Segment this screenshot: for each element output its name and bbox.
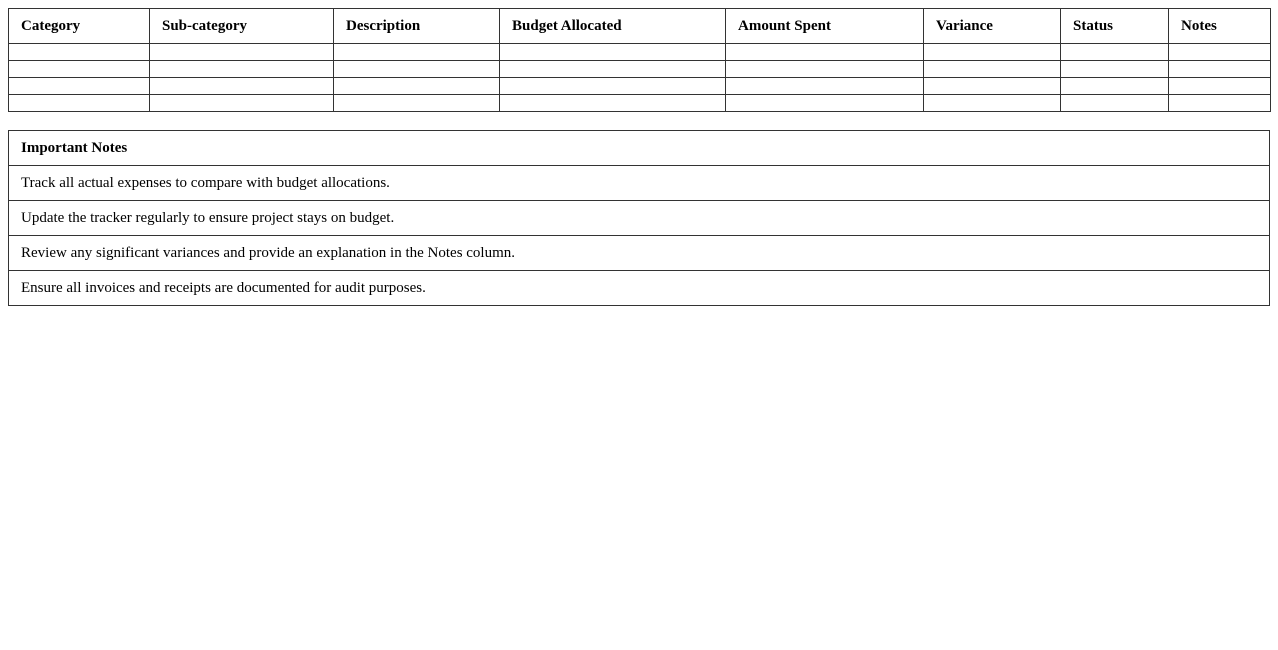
table-row: [9, 95, 1271, 112]
note-row: [9, 236, 1270, 271]
column-header-description: Description: [334, 9, 500, 44]
table-cell: [150, 95, 334, 112]
table-cell: [334, 78, 500, 95]
important-notes-table: [8, 130, 1270, 306]
table-cell: [1061, 44, 1169, 61]
table-cell: [1169, 95, 1271, 112]
column-header-notes: Notes: [1169, 9, 1271, 44]
table-cell: [9, 44, 150, 61]
table-cell: [150, 44, 334, 61]
table-cell: [500, 44, 726, 61]
table-cell: [1061, 78, 1169, 95]
table-cell: [1061, 61, 1169, 78]
table-cell: [1169, 44, 1271, 61]
budget-table: [8, 8, 1271, 112]
table-cell: [334, 61, 500, 78]
note-row: [9, 201, 1270, 236]
table-cell: [500, 61, 726, 78]
table-cell: [924, 44, 1061, 61]
table-row: [9, 44, 1271, 61]
note-row: [9, 166, 1270, 201]
table-cell: [9, 61, 150, 78]
table-cell: [150, 78, 334, 95]
table-cell: [150, 61, 334, 78]
note-item: Track all actual expenses to compare with budget allocations.: [9, 166, 1270, 201]
header-row: [9, 9, 1271, 44]
table-cell: [1169, 78, 1271, 95]
table-row: [9, 78, 1271, 95]
table-cell: [9, 78, 150, 95]
table-row: [9, 61, 1271, 78]
column-header-budget-allocated: Budget Allocated: [500, 9, 726, 44]
column-header-category: Category: [9, 9, 150, 44]
table-cell: [726, 61, 924, 78]
note-item: Review any significant variances and provide an explanation in the Notes column.: [9, 236, 1270, 271]
table-cell: [500, 78, 726, 95]
table-cell: [334, 95, 500, 112]
table-cell: [500, 95, 726, 112]
note-item: Ensure all invoices and receipts are documented for audit purposes.: [9, 271, 1270, 306]
column-header-amount-spent: Amount Spent: [726, 9, 924, 44]
table-cell: [334, 44, 500, 61]
table-cell: [726, 95, 924, 112]
table-cell: [726, 78, 924, 95]
table-cell: [726, 44, 924, 61]
note-row: [9, 271, 1270, 306]
table-cell: [924, 95, 1061, 112]
column-header-status: Status: [1061, 9, 1169, 44]
notes-title: Important Notes: [9, 131, 1270, 166]
table-cell: [924, 78, 1061, 95]
table-cell: [1169, 61, 1271, 78]
notes-header-row: [9, 131, 1270, 166]
note-item: Update the tracker regularly to ensure project stays on budget.: [9, 201, 1270, 236]
column-header-variance: Variance: [924, 9, 1061, 44]
column-header-sub-category: Sub-category: [150, 9, 334, 44]
table-cell: [1061, 95, 1169, 112]
table-cell: [924, 61, 1061, 78]
table-cell: [9, 95, 150, 112]
